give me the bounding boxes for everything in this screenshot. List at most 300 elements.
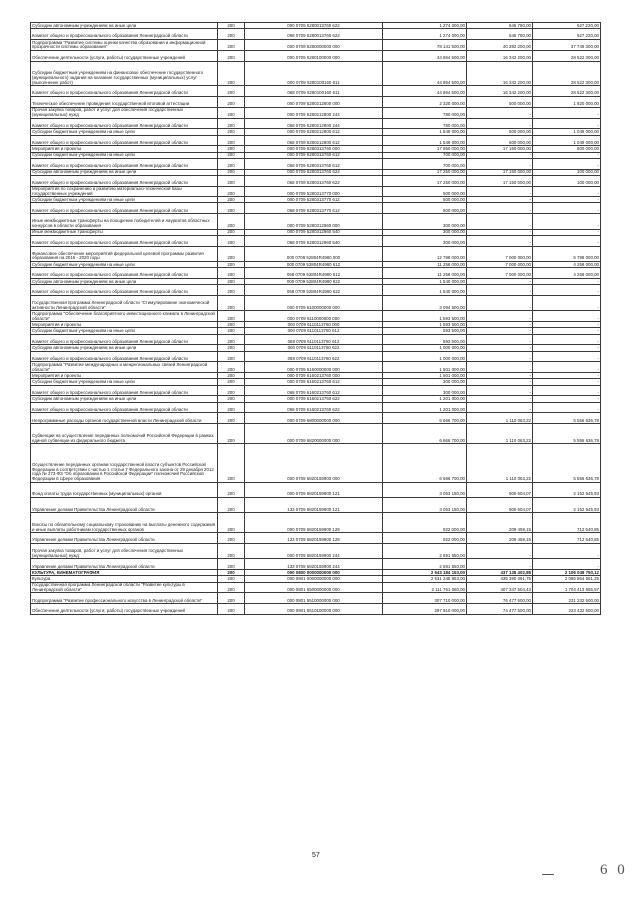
- row-name: Комитет общего и профессионального образования Ленинградской области: [31, 135, 218, 146]
- row-executed-amount: -: [467, 334, 533, 345]
- row-code: 200: [218, 186, 245, 197]
- row-executed-amount: 17 150 000,00: [467, 175, 533, 186]
- row-code: 200: [218, 345, 245, 351]
- row-name: Субсидии бюджетным учреждениям на иные цели: [31, 328, 218, 334]
- row-executed-amount: 435 380 391,75: [467, 576, 533, 582]
- row-kbk: 068 0709 5280313760 622: [245, 175, 383, 186]
- row-code: 200: [218, 118, 245, 129]
- row-name: Комитет общего и профессионального образования Ленинградской области: [31, 175, 218, 186]
- row-kbk: 133 0709 6820159900 244: [245, 559, 383, 570]
- row-kbk: 000 0709 6160213760 612: [245, 379, 383, 385]
- row-executed-amount: 74 477 500,00: [467, 604, 533, 615]
- row-unexecuted-amount: 37 749 300,00: [533, 39, 601, 50]
- row-kbk: 068 0709 5280212800 612: [245, 135, 383, 146]
- row-kbk: 000 0709 5280313770 000: [245, 186, 383, 197]
- table-row: [31, 413, 601, 424]
- row-code: 200: [218, 96, 245, 107]
- row-approved-amount: 44 864 500,00: [383, 86, 467, 97]
- row-unexecuted-amount: 100 000,00: [533, 169, 601, 175]
- row-kbk: 068 0709 52804R4980 612: [245, 268, 383, 279]
- row-unexecuted-amount: -: [533, 296, 601, 311]
- row-name: Субсидии бюджетным учреждениям на иные цели: [31, 152, 218, 158]
- row-approved-amount: 593 500,00: [383, 328, 467, 334]
- row-kbk: 000 0709 5280100000 000: [245, 50, 383, 61]
- row-code: 200: [218, 544, 245, 559]
- row-unexecuted-amount: -: [533, 311, 601, 322]
- row-kbk: 000 0801 5500000000 000: [245, 582, 383, 593]
- row-executed-amount: 7 000 000,00: [467, 262, 533, 268]
- row-approved-amount: 6 666 700,00: [383, 413, 467, 424]
- row-executed-amount: 1 110 063,22: [467, 424, 533, 444]
- row-code: 200: [218, 593, 245, 604]
- row-executed-amount: -: [467, 328, 533, 334]
- row-executed-amount: 900 604,07: [467, 482, 533, 497]
- row-code: 200: [218, 50, 245, 61]
- row-kbk: 068 0709 6160213760 622: [245, 402, 383, 413]
- row-code: 200: [218, 396, 245, 402]
- row-unexecuted-amount: 231 232 500,00: [533, 593, 601, 604]
- row-name: Мероприятия и проекты: [31, 373, 218, 379]
- table-row: [31, 118, 601, 129]
- row-unexecuted-amount: 800 000,00: [533, 146, 601, 152]
- row-code: 200: [218, 362, 245, 373]
- row-kbk: 000 0709 52804R4980 612: [245, 262, 383, 268]
- row-kbk: 000 0709 5280000000 000: [245, 39, 383, 50]
- row-approved-amount: 44 864 500,00: [383, 61, 467, 86]
- table-row: [31, 582, 601, 593]
- table-row: [31, 424, 601, 444]
- row-code: 200: [218, 424, 245, 444]
- row-unexecuted-amount: 2 152 545,93: [533, 482, 601, 497]
- row-name: Иные межбюджетные трансферты: [31, 229, 218, 235]
- row-code: 200: [218, 129, 245, 135]
- row-unexecuted-amount: -: [533, 379, 601, 385]
- row-code: 200: [218, 497, 245, 512]
- row-executed-amount: 646 780,00: [467, 23, 533, 29]
- row-name: Субсидии автономным учреждениям на иные цели: [31, 396, 218, 402]
- row-unexecuted-amount: -: [533, 214, 601, 229]
- row-executed-amount: 16 342 200,00: [467, 86, 533, 97]
- row-executed-amount: -: [467, 385, 533, 396]
- row-approved-amount: 1 501 000,00: [383, 373, 467, 379]
- row-unexecuted-amount: 4 258 000,00: [533, 262, 601, 268]
- row-kbk: 068 0709 6110113760 612: [245, 334, 383, 345]
- row-kbk: 000 0709 6110000000 000: [245, 311, 383, 322]
- row-name: Мероприятия и проекты: [31, 322, 218, 328]
- row-code: 200: [218, 203, 245, 214]
- row-code: 200: [218, 23, 245, 29]
- table-row: [31, 246, 601, 261]
- row-unexecuted-amount: 2 095 864 561,25: [533, 576, 601, 582]
- row-code: 200: [218, 246, 245, 261]
- row-name: Осуществление переданных органам государственной власти субъектов Российской Федерации в соответствии с частью 1 статьи 7 Федерального закона от 29 декабря 2012 года № 273-ФЗ "Об образовании в Российской Федерации" полномочий Российской Федерации в сфере образования: [31, 444, 218, 482]
- row-name: Государственная программа Ленинградской области "Развитие культуры в Ленинградской области": [31, 582, 218, 593]
- row-name: Подпрограмма "Обеспечение благоприятного инвестиционного климата в Ленинградской области": [31, 311, 218, 322]
- row-unexecuted-amount: 5 556 636,78: [533, 444, 601, 482]
- table-row: [31, 135, 601, 146]
- table-row: [31, 23, 601, 29]
- row-kbk: 000 0709 5280312960 000: [245, 214, 383, 229]
- row-kbk: 000 0709 5280313760 612: [245, 152, 383, 158]
- row-code: 200: [218, 169, 245, 175]
- row-approved-amount: 307 710 000,00: [383, 593, 467, 604]
- row-approved-amount: 44 864 500,00: [383, 50, 467, 61]
- row-approved-amount: 1 540 000,00: [383, 285, 467, 296]
- table-body: [31, 23, 601, 615]
- row-kbk: 000 0709 6160213760 000: [245, 373, 383, 379]
- row-code: 200: [218, 158, 245, 169]
- row-unexecuted-amount: 1 820 000,00: [533, 96, 601, 107]
- table-row: [31, 385, 601, 396]
- row-code: 200: [218, 482, 245, 497]
- row-approved-amount: 1 549 000,00: [383, 135, 467, 146]
- row-code: 200: [218, 197, 245, 203]
- row-name: Прочая закупка товаров, работ и услуг для обеспечения государственных (муниципальных) нужд: [31, 544, 218, 559]
- row-approved-amount: 500 000,00: [383, 197, 467, 203]
- row-executed-amount: -: [467, 279, 533, 285]
- row-code: 200: [218, 39, 245, 50]
- row-name: Непрограммные расходы органов государственной власти Ленинградской области: [31, 413, 218, 424]
- row-unexecuted-amount: 712 540,85: [533, 513, 601, 533]
- row-unexecuted-amount: -: [533, 235, 601, 246]
- table-row: [31, 107, 601, 118]
- row-name: Комитет общего и профессионального образования Ленинградской области: [31, 402, 218, 413]
- row-unexecuted-amount: -: [533, 152, 601, 158]
- budget-execution-table: [30, 22, 601, 615]
- row-code: 200: [218, 379, 245, 385]
- row-kbk: 000 0709 52804R4980 622: [245, 279, 383, 285]
- row-unexecuted-amount: 627 220,00: [533, 29, 601, 40]
- row-approved-amount: 1 000 000,00: [383, 351, 467, 362]
- row-kbk: 000 0709 5280312960 540: [245, 229, 383, 235]
- table-row: [31, 175, 601, 186]
- row-kbk: 000 0709 5280313770 612: [245, 197, 383, 203]
- row-unexecuted-amount: 712 540,85: [533, 533, 601, 544]
- table-row: [31, 604, 601, 615]
- row-code: 200: [218, 322, 245, 328]
- row-kbk: 000 0709 5280100160 611: [245, 61, 383, 86]
- row-approved-amount: 1 549 000,00: [383, 129, 467, 135]
- row-approved-amount: 297 910 000,00: [383, 604, 467, 615]
- row-approved-amount: 2 111 761 060,00: [383, 582, 467, 593]
- row-code: 200: [218, 146, 245, 152]
- row-kbk: 068 0709 5280312960 540: [245, 235, 383, 246]
- row-kbk: 000 0709 6820159900 121: [245, 482, 383, 497]
- row-unexecuted-amount: -: [533, 322, 601, 328]
- row-name: Управление делами Правительства Ленинградской области: [31, 533, 218, 544]
- row-executed-amount: -: [467, 544, 533, 559]
- row-executed-amount: 500 000,00: [467, 135, 533, 146]
- row-executed-amount: 1 110 063,22: [467, 444, 533, 482]
- row-executed-amount: 17 150 000,00: [467, 146, 533, 152]
- row-unexecuted-amount: -: [533, 118, 601, 129]
- row-executed-amount: -: [467, 214, 533, 229]
- table-row: [31, 214, 601, 229]
- row-unexecuted-amount: -: [533, 279, 601, 285]
- row-approved-amount: 300 000,00: [383, 385, 467, 396]
- row-code: 200: [218, 135, 245, 146]
- row-name: Мероприятия по сохранению и развитию материально-технической базы государственных учреждений: [31, 186, 218, 197]
- table-row: [31, 268, 601, 279]
- row-unexecuted-amount: -: [533, 544, 601, 559]
- row-unexecuted-amount: -: [533, 334, 601, 345]
- row-kbk: 000 0709 5280013760 622: [245, 23, 383, 29]
- table-row: [31, 50, 601, 61]
- row-name: Субсидии автономным учреждениям на иные цели: [31, 23, 218, 29]
- row-name: Управление делами Правительства Ленинградской области: [31, 559, 218, 570]
- row-executed-amount: -: [467, 396, 533, 402]
- row-code: 200: [218, 152, 245, 158]
- row-code: 200: [218, 107, 245, 118]
- row-kbk: 000 0709 5280212800 612: [245, 129, 383, 135]
- row-name: Субсидии бюджетным учреждениям на иные цели: [31, 379, 218, 385]
- row-unexecuted-amount: 4 258 000,00: [533, 268, 601, 279]
- table-row: [31, 203, 601, 214]
- row-name: Субсидии автономным учреждениям на иные цели: [31, 169, 218, 175]
- row-approved-amount: 6 666 700,00: [383, 424, 467, 444]
- row-unexecuted-amount: -: [533, 328, 601, 334]
- row-unexecuted-amount: 28 522 300,00: [533, 61, 601, 86]
- row-code: 200: [218, 61, 245, 86]
- row-kbk: 000 0801 5510000000 000: [245, 593, 383, 604]
- row-name: Субсидии автономным учреждениям на иные цели: [31, 345, 218, 351]
- row-name: Комитет общего и профессионального образования Ленинградской области: [31, 351, 218, 362]
- row-code: 200: [218, 311, 245, 322]
- row-name: Субсидии автономным учреждениям на иные цели: [31, 279, 218, 285]
- row-approved-amount: 12 798 000,00: [383, 246, 467, 261]
- row-executed-amount: 16 342 200,00: [467, 61, 533, 86]
- corner-handwritten-mark: 6 0: [600, 862, 628, 878]
- row-name: Подпрограмма "Развитие системы оценки качества образования и информационной прозрачности системы образования": [31, 39, 218, 50]
- row-name: Техническое обеспечение проведения государственной итоговой аттестации: [31, 96, 218, 107]
- row-approved-amount: 500 000,00: [383, 186, 467, 197]
- row-kbk: 133 0709 6820159900 121: [245, 497, 383, 512]
- row-unexecuted-amount: -: [533, 373, 601, 379]
- row-code: 200: [218, 373, 245, 379]
- row-unexecuted-amount: -: [533, 345, 601, 351]
- row-approved-amount: 2 543 184 153,00: [383, 570, 467, 576]
- row-executed-amount: 7 000 000,00: [467, 268, 533, 279]
- row-name: Комитет общего и профессионального образования Ленинградской области: [31, 29, 218, 40]
- row-executed-amount: -: [467, 296, 533, 311]
- row-executed-amount: -: [467, 345, 533, 351]
- row-executed-amount: 500 000,00: [467, 129, 533, 135]
- row-code: 200: [218, 175, 245, 186]
- row-unexecuted-amount: -: [533, 285, 601, 296]
- row-code: 200: [218, 29, 245, 40]
- row-unexecuted-amount: -: [533, 351, 601, 362]
- table-row: [31, 96, 601, 107]
- table-row: [31, 285, 601, 296]
- row-unexecuted-amount: -: [533, 158, 601, 169]
- row-kbk: 000 0709 5280313760 000: [245, 146, 383, 152]
- row-code: 200: [218, 576, 245, 582]
- row-name: Субсидии бюджетным учреждениям на иные цели: [31, 262, 218, 268]
- row-name: Обеспечение деятельности (услуги, работы) государственных учреждений: [31, 50, 218, 61]
- row-approved-amount: 2 691 550,00: [383, 544, 467, 559]
- row-name: Субсидии бюджетным учреждениям на финансовое обеспечение государственного (муниципального) задания на оказание государственных (муниципальных) услуг (выполнение работ): [31, 61, 218, 86]
- row-approved-amount: 780 000,00: [383, 118, 467, 129]
- row-name: Мероприятия и проекты: [31, 146, 218, 152]
- row-unexecuted-amount: -: [533, 197, 601, 203]
- table-row: [31, 39, 601, 50]
- row-executed-amount: -: [467, 186, 533, 197]
- row-approved-amount: 17 250 000,00: [383, 169, 467, 175]
- row-code: 200: [218, 296, 245, 311]
- row-executed-amount: 17 150 000,00: [467, 169, 533, 175]
- row-name: Комитет общего и профессионального образования Ленинградской области: [31, 334, 218, 345]
- row-name: Обеспечение деятельности (услуги, работы) государственных учреждений: [31, 604, 218, 615]
- row-approved-amount: 11 258 000,00: [383, 268, 467, 279]
- row-unexecuted-amount: 1 704 413 555,57: [533, 582, 601, 593]
- row-code: 200: [218, 385, 245, 396]
- row-approved-amount: 6 666 700,00: [383, 444, 467, 482]
- row-unexecuted-amount: -: [533, 229, 601, 235]
- table-row: [31, 593, 601, 604]
- row-approved-amount: 2 531 245 953,00: [383, 576, 467, 582]
- row-code: 200: [218, 235, 245, 246]
- row-kbk: 068 0709 5280313760 612: [245, 158, 383, 169]
- row-unexecuted-amount: 5 556 636,78: [533, 424, 601, 444]
- table-row: [31, 311, 601, 322]
- row-kbk: 000 0709 6820159900 129: [245, 513, 383, 533]
- row-unexecuted-amount: -: [533, 396, 601, 402]
- table-row: [31, 533, 601, 544]
- table-row: [31, 296, 601, 311]
- row-name: Комитет общего и профессионального образования Ленинградской области: [31, 285, 218, 296]
- row-kbk: 000 0709 5280313760 622: [245, 169, 383, 175]
- row-name: Комитет общего и профессионального образования Ленинградской области: [31, 268, 218, 279]
- row-approved-amount: 17 950 000,00: [383, 146, 467, 152]
- row-kbk: 000 0709 6820159900 000: [245, 444, 383, 482]
- row-kbk: 000 0709 6160000000 000: [245, 362, 383, 373]
- row-approved-amount: 300 000,00: [383, 235, 467, 246]
- row-executed-amount: -: [467, 362, 533, 373]
- row-executed-amount: 1 110 063,22: [467, 413, 533, 424]
- row-kbk: 000 0801 5510100000 000: [245, 604, 383, 615]
- row-executed-amount: -: [467, 229, 533, 235]
- table-row: [31, 262, 601, 268]
- row-executed-amount: -: [467, 402, 533, 413]
- row-approved-amount: 1 540 000,00: [383, 279, 467, 285]
- row-code: 200: [218, 328, 245, 334]
- table-row: [31, 559, 601, 570]
- row-code: 200: [218, 559, 245, 570]
- row-kbk: 000 0709 5280212800 244: [245, 107, 383, 118]
- row-unexecuted-amount: -: [533, 362, 601, 373]
- row-executed-amount: 437 135 402,88: [467, 570, 533, 576]
- row-kbk: 000 0800 0000000000 000: [245, 570, 383, 576]
- row-unexecuted-amount: -: [533, 186, 601, 197]
- row-kbk: 000 0709 6820159900 244: [245, 544, 383, 559]
- row-unexecuted-amount: 2 152 545,93: [533, 497, 601, 512]
- row-approved-amount: 1 593 500,00: [383, 311, 467, 322]
- row-unexecuted-amount: -: [533, 385, 601, 396]
- row-approved-amount: 3 053 150,00: [383, 497, 467, 512]
- row-name: КУЛЬТУРА, КИНЕМАТОГРАФИЯ: [31, 570, 218, 576]
- row-code: 200: [218, 229, 245, 235]
- corner-dash: [542, 874, 554, 875]
- table-row: [31, 169, 601, 175]
- table-row: [31, 129, 601, 135]
- row-kbk: 000 0709 6110113760 612: [245, 328, 383, 334]
- row-unexecuted-amount: -: [533, 559, 601, 570]
- row-approved-amount: 1 501 000,00: [383, 362, 467, 373]
- row-approved-amount: 300 000,00: [383, 379, 467, 385]
- row-name: Взносы по обязательному социальному страхованию на выплаты денежного содержания и иные выплаты работникам государственных органов: [31, 513, 218, 533]
- row-name: Подпрограмма "Развитие профессионального искусства в Ленинградской области": [31, 593, 218, 604]
- table-row: [31, 497, 601, 512]
- row-approved-amount: 1 274 000,00: [383, 29, 467, 40]
- row-code: 200: [218, 533, 245, 544]
- row-name: Комитет общего и профессионального образования Ленинградской области: [31, 118, 218, 129]
- row-executed-amount: 40 392 200,00: [467, 39, 533, 50]
- row-approved-amount: 593 500,00: [383, 334, 467, 345]
- row-name: Культура: [31, 576, 218, 582]
- row-code: 200: [218, 268, 245, 279]
- row-executed-amount: -: [467, 235, 533, 246]
- row-unexecuted-amount: 1 049 000,00: [533, 129, 601, 135]
- row-unexecuted-amount: 1 049 000,00: [533, 135, 601, 146]
- row-code: 200: [218, 582, 245, 593]
- row-executed-amount: -: [467, 351, 533, 362]
- table-row: [31, 186, 601, 197]
- table-row: [31, 86, 601, 97]
- row-approved-amount: 1 274 000,00: [383, 23, 467, 29]
- row-kbk: 068 0709 5280212800 244: [245, 118, 383, 129]
- table-row: [31, 61, 601, 86]
- row-executed-amount: -: [467, 373, 533, 379]
- row-approved-amount: 17 250 000,00: [383, 175, 467, 186]
- row-approved-amount: 1 593 500,00: [383, 322, 467, 328]
- row-unexecuted-amount: 627 220,00: [533, 23, 601, 29]
- row-kbk: 068 0709 5280100160 611: [245, 86, 383, 97]
- row-approved-amount: 3 094 500,00: [383, 296, 467, 311]
- table-row: [31, 544, 601, 559]
- row-approved-amount: 78 141 500,00: [383, 39, 467, 50]
- row-kbk: 000 0801 0000000000 000: [245, 576, 383, 582]
- row-name: Субсидии бюджетным учреждениям на иные цели: [31, 129, 218, 135]
- row-kbk: 068 0709 5280313770 612: [245, 203, 383, 214]
- row-unexecuted-amount: 5 798 000,00: [533, 246, 601, 261]
- row-executed-amount: -: [467, 311, 533, 322]
- row-executed-amount: -: [467, 322, 533, 328]
- row-name: Субвенции на осуществление переданных полномочий Российской Федерации в рамках единой субвенции из федерального бюджета: [31, 424, 218, 444]
- row-executed-amount: 900 604,07: [467, 497, 533, 512]
- row-kbk: 000 0709 6110113760 622: [245, 345, 383, 351]
- row-approved-amount: 11 258 000,00: [383, 262, 467, 268]
- row-executed-amount: -: [467, 379, 533, 385]
- row-code: 200: [218, 279, 245, 285]
- row-approved-amount: 922 000,00: [383, 533, 467, 544]
- row-kbk: 000 0709 6110113760 000: [245, 322, 383, 328]
- row-approved-amount: 2 691 550,00: [383, 559, 467, 570]
- row-kbk: 068 0709 52804R4980 622: [245, 285, 383, 296]
- row-approved-amount: 1 201 000,00: [383, 402, 467, 413]
- page-number: 57: [312, 852, 320, 859]
- row-executed-amount: 7 000 000,00: [467, 246, 533, 261]
- row-executed-amount: 407 347 504,43: [467, 582, 533, 593]
- row-name: Прочая закупка товаров, работ и услуг для обеспечения государственных (муниципальных) нужд: [31, 107, 218, 118]
- row-name: Комитет общего и профессионального образования Ленинградской области: [31, 86, 218, 97]
- row-kbk: 068 0709 6110113760 622: [245, 351, 383, 362]
- row-executed-amount: 646 780,00: [467, 29, 533, 40]
- row-approved-amount: 300 000,00: [383, 214, 467, 229]
- table-row: [31, 482, 601, 497]
- table-row: [31, 402, 601, 413]
- row-name: Комитет общего и профессионального образования Ленинградской области: [31, 158, 218, 169]
- row-approved-amount: 700 000,00: [383, 158, 467, 169]
